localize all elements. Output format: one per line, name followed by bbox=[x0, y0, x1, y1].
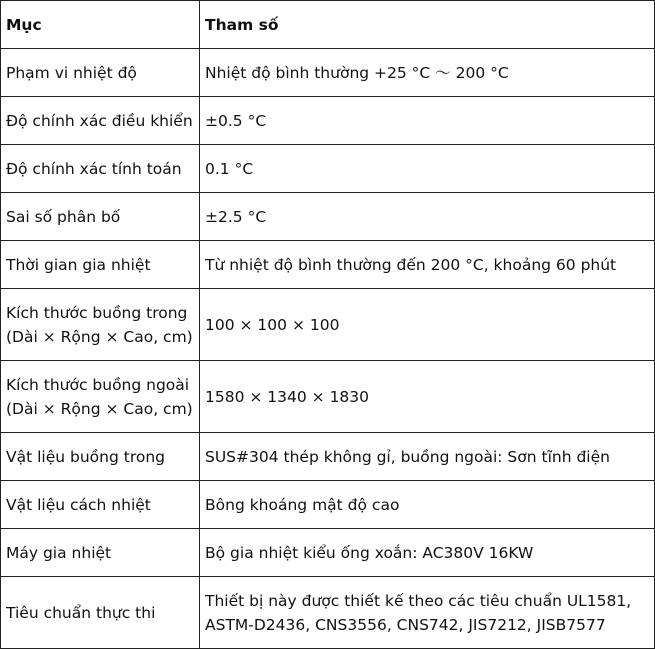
header-item: Mục bbox=[1, 1, 200, 49]
row-value: Thiết bị này được thiết kế theo các tiêu chuẩn UL1581, ASTM-D2436, CNS3556, CNS742, JIS7212, JISB7577 bbox=[200, 577, 655, 649]
row-label: Sai số phân bố bbox=[1, 193, 200, 241]
row-label: Kích thước buồng trong (Dài × Rộng × Cao, cm) bbox=[1, 289, 200, 361]
row-value: ±0.5 °C bbox=[200, 97, 655, 145]
row-value: Bộ gia nhiệt kiểu ống xoắn: AC380V 16KW bbox=[200, 529, 655, 577]
row-label: Thời gian gia nhiệt bbox=[1, 241, 200, 289]
row-label: Độ chính xác điều khiển bbox=[1, 97, 200, 145]
row-label: Phạm vi nhiệt độ bbox=[1, 49, 200, 97]
row-value: SUS#304 thép không gỉ, buồng ngoài: Sơn tĩnh điện bbox=[200, 433, 655, 481]
row-label: Độ chính xác tính toán bbox=[1, 145, 200, 193]
row-label: Kích thước buồng ngoài (Dài × Rộng × Cao, cm) bbox=[1, 361, 200, 433]
table-row bbox=[1, 97, 655, 145]
row-value: 0.1 °C bbox=[200, 145, 655, 193]
table-header-row bbox=[1, 1, 655, 49]
table-row bbox=[1, 577, 655, 649]
table-row bbox=[1, 241, 655, 289]
row-value: Từ nhiệt độ bình thường đến 200 °C, khoảng 60 phút bbox=[200, 241, 655, 289]
table-row bbox=[1, 481, 655, 529]
table-row bbox=[1, 529, 655, 577]
row-label: Máy gia nhiệt bbox=[1, 529, 200, 577]
row-label: Tiêu chuẩn thực thi bbox=[1, 577, 200, 649]
row-value: Nhiệt độ bình thường +25 °C ～ 200 °C bbox=[200, 49, 655, 97]
row-label: Vật liệu cách nhiệt bbox=[1, 481, 200, 529]
header-parameter: Tham số bbox=[200, 1, 655, 49]
table-row bbox=[1, 433, 655, 481]
row-label: Vật liệu buồng trong bbox=[1, 433, 200, 481]
table-row bbox=[1, 49, 655, 97]
row-value: ±2.5 °C bbox=[200, 193, 655, 241]
row-value: 100 × 100 × 100 bbox=[200, 289, 655, 361]
table-row bbox=[1, 361, 655, 433]
table-row bbox=[1, 193, 655, 241]
row-value: 1580 × 1340 × 1830 bbox=[200, 361, 655, 433]
table-row bbox=[1, 289, 655, 361]
table-row bbox=[1, 145, 655, 193]
row-value: Bông khoáng mật độ cao bbox=[200, 481, 655, 529]
